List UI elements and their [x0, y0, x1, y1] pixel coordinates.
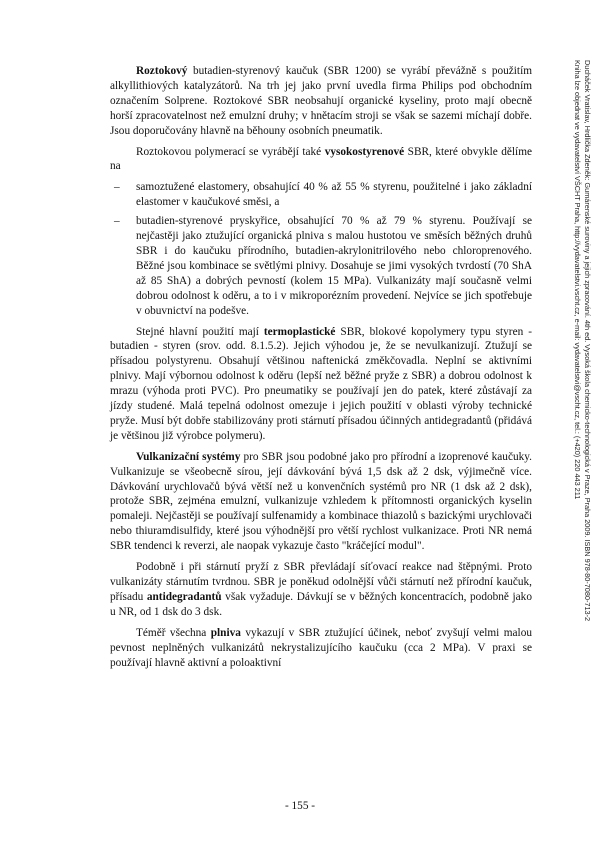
- term-vysokostyrenove: vysokostyrenové: [324, 145, 405, 158]
- side-note: [562, 60, 592, 700]
- paragraph-high-styrene: Roztokovou polymerací se vyrábějí také vysokostyrenové SBR, které obvykle dělíme na: [110, 145, 532, 173]
- term-vulkanizacni-systemy: Vulkanizační systémy: [136, 450, 241, 463]
- side-note-citation: Ducháček Vratislav, Hrdlička Zdeněk: Gumárenské suroviny a jejich zpracování. 4th ed. Vysoká škola chemicko-technologická v Praze, Praha 2009. ISBN 978-80-7080-713-2: [583, 60, 592, 622]
- main-text-column: [110, 64, 532, 676]
- paragraph-aging: Podobně i při stárnutí pryží z SBR převládají síťovací reakce nad štěpnými. Proto vulkanizáty stárnutím tvrdnou. SBR je poněkud odolnější vůči stárnutí než přírodní kaučuk, přísadu antidegradantů však vyžaduje. Dávkují se v běžných koncentracích, podobně jako u NR, od 1 dsk do 3 dsk.: [110, 561, 532, 618]
- term-roztokovy: Roztokový: [136, 65, 188, 77]
- term-plniva: plniva: [210, 626, 241, 639]
- term-termoplasticke: termoplastické: [263, 325, 336, 338]
- paragraph-thermoplastic: Stejné hlavní použití mají termoplastické SBR, blokové kopolymery typu styren - butadien - styren (srov. odd. 8.1.5.2). Jejich výhodou je, že se nevulkanizují. Ztužují se přísadou polystyrenu. Obsahují většinou naftenická změkčovadla. Neplní se aktivními plnivy. Mají výbornou odolnost k oděru (lepší než běžné pryže z SBR) a dobrou odolnost k mrazu (výhoda proti PVC). Pro pneumatiky se používají jen do patek, které zůstávají za jízdy studené. Malá tepelná odolnost omezuje i jejich použití v oblasti výroby technické pryže. Musí být dobře stabilizovány proti stárnutí přísadou účinných antidegradantů (přidává je většinou již výrobce polymeru).: [110, 325, 532, 442]
- side-note-order-info: Kniha lze objednat ve vydavatelství VŠCHT Praha, http://vydavatelstvi.vscht.cz, e-mail: vydavatelstvi@vscht.cz, tel.: (+420) 220 443 211: [573, 60, 582, 500]
- high-styrene-list: [110, 180, 532, 318]
- paragraph-solution-sbr: Roztokový butadien-styrenový kaučuk (SBR 1200) se vyrábí převážně s použitím alkyllithiových katalyzátorů. Na trh jej jako první uvedla firma Philips pod obchodním označením Solprene. Roztokové SBR neobsahují organické kyseliny, proto mají obecně horší zpracovatelnost než emulzní druhy; v hnětacím stroji se však se sazemi míchají dobře. Jsou doporučovány hlavně na běhouny osobních pneumatik.: [110, 65, 532, 137]
- paragraph-vulcanization: Vulkanizační systémy pro SBR jsou podobné jako pro přírodní a izoprenové kaučuky. Vulkanizuje se všeobecně sírou, její dávkování bývá 1,5 dsk až 2 dsk, výjimečně více. Dávkování urychlovačů bývá větší než u konvenčních systémů pro NR (1 dsk až 2 dsk), protože SBR, zejména emulzní, vulkanizuje vzhledem k přítomnosti organických kyselin pomaleji. Nejčastěji se používají sulfenamidy a kombinace thiazolů s bazickými urychlovači nebo thiuramdisulfidy, které jsou výhodnější pro větší rychlost vulkanizace. Proti NR nemá SBR tendenci k reverzi, ale naopak vykazuje často "kráčející modul".: [110, 450, 532, 553]
- list-item: – butadien-styrenové pryskyřice, obsahující 70 % až 79 % styrenu. Používají se nejčastěji jako ztužující organická plniva s malou hustotou ve směsích běžných druhů SBR i do kaučuku přírodního, butadien-akrylonitrilového nebo chloroprenového. Běžné jsou kombinace se světlými plnivy. Dosahuje se jimi vysokých tvrdostí (70 ShA až 85 ShA) a dobrých pevností (kolem 15 MPa). Vulkanizáty mají současně velmi dobrou odolnost k oděru, a to i v mikroporézním provedení. Nejvíce se jich spotřebuje v obuvnictví na podešve.: [110, 214, 532, 318]
- list-item: – samoztužené elastomery, obsahující 40 % až 55 % styrenu, použitelné i jako základní elastomer v kaučukové směsi, a: [110, 180, 532, 210]
- page-number: - 155 -: [284, 800, 316, 812]
- paragraph-fillers: Téměř všechna plniva vykazují v SBR ztužující účinek, neboť zvyšují velmi malou pevnost neplněných vulkanizátů nekrystalizujícího kaučuku (cca 2 MPa). V praxi se používají hlavně aktivní a poloaktivní: [110, 626, 532, 669]
- term-antidegradantu: antidegradantů: [146, 590, 222, 603]
